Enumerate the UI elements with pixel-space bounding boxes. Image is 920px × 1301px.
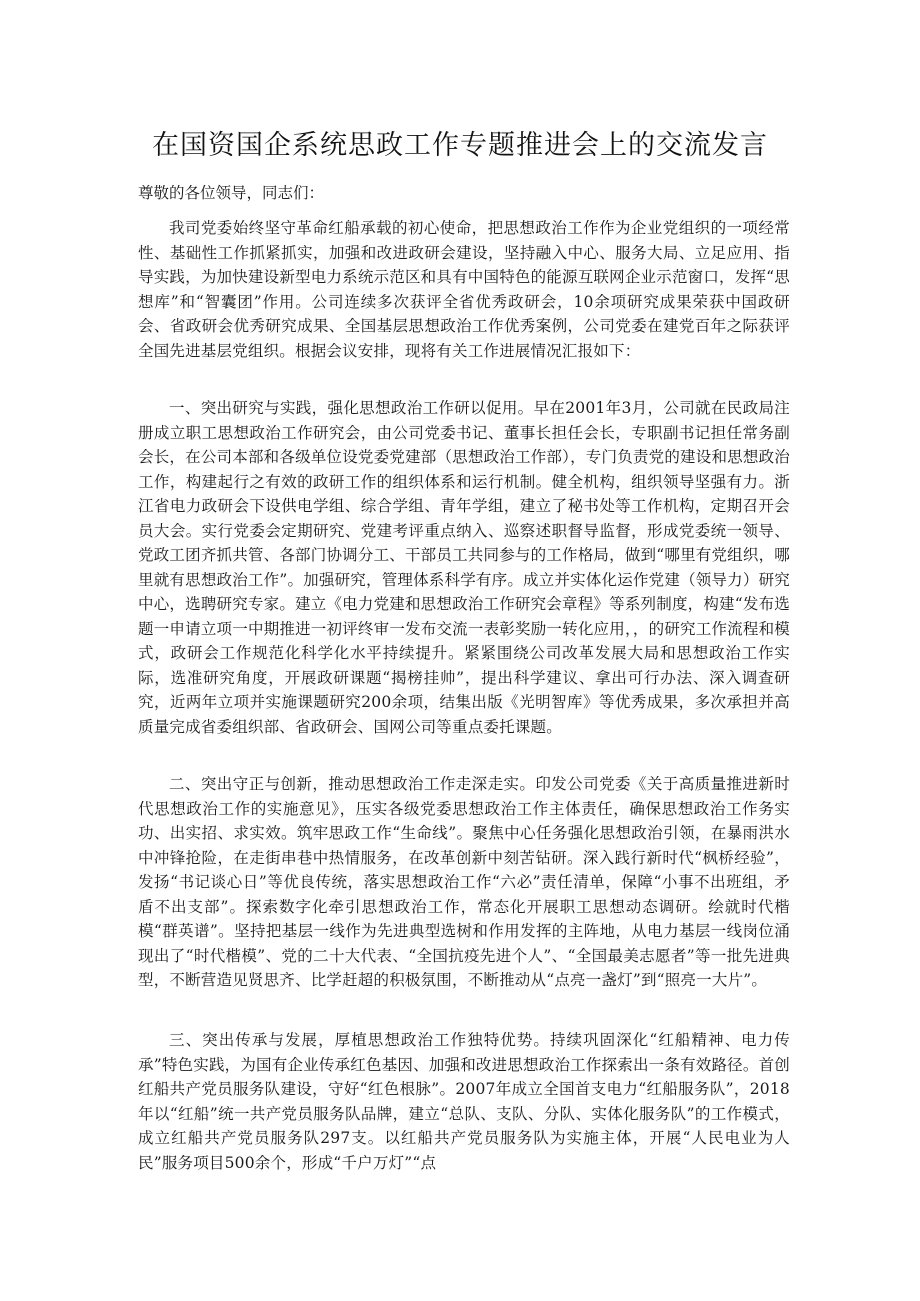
- paragraph-section-one: 一、突出研究与实践，强化思想政治工作研以促用。早在2001年3月，公司就在民政局注册成立职工思想政治工作研究会，由公司党委书记、董事长担任会长，专职副书记担任常务副会长，在公司本部和各级单位设党委党建部（思想政治工作部），专门负责党的建设和思想政治工作，构建起行之有效的政研工作的组织体系和运行机制。健全机构，组织领导坚强有力。浙江省电力政研会下设供电学组、综合学组、青年学组，建立了秘书处等工作机构，定期召开会员大会。实行党委会定期研究、党建考评重点纳入、巡察述职督导监督，形成党委统一领导、党政工团齐抓共管、各部门协调分工、干部员工共同参与的工作格局，做到“哪里有党组织，哪里就有思想政治工作”。加强研究，管理体系科学有序。成立并实体化运作党建（领导力）研究中心，选聘研究专家。建立《电力党建和思想政治工作研究会章程》等系列制度，构建“发布选题一申请立项一中期推进一初评终审一发布交流一表彰奖励一转化应用，，的研究工作流程和模式，政研会工作规范化科学化水平持续提升。紧紧围绕公司改革发展大局和思想政治工作实际，选准研究角度，开展政研课题“揭榜挂帅”，提出科学建议、拿出可行办法、深入调查研究，近两年立项并实施课题研究200余项，结集出版《光明智库》等优秀成果，多次承担并高质量完成省委组织部、省政研会、国网公司等重点委托课题。: [138, 399, 790, 736]
- salutation: 尊敬的各位领导，同志们：: [138, 184, 325, 202]
- paragraph-intro: 我司党委始终坚守革命红船承载的初心使命，把思想政治工作作为企业党组织的一项经常性、基础性工作抓紧抓实，加强和改进政研会建设，坚持融入中心、服务大局、立足应用、指导实践，为加快建设新型电力系统示范区和具有中国特色的能源互联网企业示范窗口，发挥“思想库”和“智囊团”作用。公司连续多次获评全省优秀政研会，10余项研究成果荣获中国政研会、省政研会优秀研究成果、全国基层思想政治工作优秀案例，公司党委在建党百年之际获评全国先进基层党组织。根据会议安排，现将有关工作进展情况汇报如下：: [138, 219, 790, 360]
- paragraph-section-three: 三、突出传承与发展，厚植思想政治工作独特优势。持续巩固深化“红船精神、电力传承”特色实践，为国有企业传承红色基因、加强和改进思想政治工作探索出一条有效路径。首创红船共产党员服务队建设，守好“红色根脉”。2007年成立全国首支电力“红船服务队”，2018年以“红船”统一共产党员服务队品牌，建立“总队、支队、分队、实体化服务队”的工作模式，成立红船共产党员服务队297支。以红船共产党员服务队为实施主体，开展“人民电业为人民”服务项目500余个，形成“千户万灯”“点: [138, 1031, 790, 1172]
- paragraph-section-two: 二、突出守正与创新，推动思想政治工作走深走实。印发公司党委《关于高质量推进新时代思想政治工作的实施意见》，压实各级党委思想政治工作主体责任，确保思想政治工作务实功、出实招、求实效。筑牢思政工作“生命线”。聚焦中心任务强化思想政治引领，在暴雨洪水中冲锋抢险，在走街串巷中热情服务，在改革创新中刻苦钻研。深入践行新时代“枫桥经验”，发扬“书记谈心日”等优良传统，落实思想政治工作“六必”责任清单，保障“小事不出班组，矛盾不出支部”。探索数字化牵引思想政治工作，常态化开展职工思想动态调研。绘就时代楷模“群英谱”。坚持把基层一线作为先进典型选树和作用发挥的主阵地，从电力基层一线岗位涌现出了“时代楷模”、党的二十大代表、“全国抗疫先进个人”、“全国最美志愿者”等一批先进典型，不断营造见贤思齐、比学赶超的积极氛围，不断推动从“点亮一盏灯”到“照亮一大片”。: [138, 775, 790, 989]
- document-title: 在国资国企系统思政工作专题推进会上的交流发言: [152, 130, 768, 161]
